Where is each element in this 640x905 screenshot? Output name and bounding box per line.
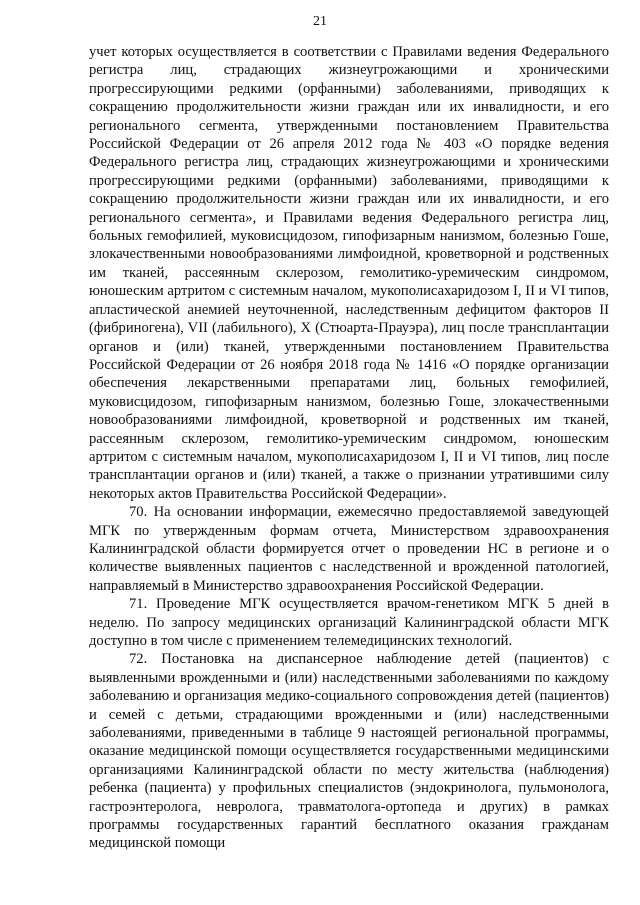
paragraph-item-70: 70. На основании информации, ежемесячно предоставляемой заведующей МГК по утвержденным формам отчета, Министерством здравоохранения Калининградской области формируется отчет о проведении НС в регионе и о количестве выявленных пациентов с наследственной и врожденной патологией, направляемый в Министерство здравоохранения Российской Федерации. [89,504,609,594]
paragraph-item-71: 71. Проведение МГК осуществляется врачом-генетиком МГК 5 дней в неделю. По запросу медицинских организаций Калининградской области МГК доступно в том числе с применением телемедицинских технологий. [89,596,609,649]
paragraph-item-72: 72. Постановка на диспансерное наблюдение детей (пациентов) с выявленными врожденными и (или) наследственными заболеваниями по каждому заболеванию и организация медико-социального сопровождения детей (пациентов) и семей с детьми, страдающими врожденными и (или) наследственными заболеваниями, приведенными в таблице 9 настоящей региональной программы, оказание медицинской помощи осуществляется государственными медицинскими организациями Калининградской области по месту жительства (наблюдения) ребенка (пациента) у профильных специалистов (эндокринолога, пульмонолога, гастроэнтеролога, невролога, травматолога-ортопеда и других) в рамках программы государственных гарантий бесплатного оказания гражданам медицинской помощи [89,651,609,852]
page-number: 21 [313,14,327,29]
paragraph-continuation: учет которых осуществляется в соответствии с Правилами ведения Федерального регистра лиц, страдающих жизнеугрожающими и хроническими прогрессирующими редкими (орфанными) заболеваниями, приводящих к сокращению продолжительности жизни граждан или их инвалидности, и его регионального сегмента, утвержденными постановлением Правительства Российской Федерации от 26 апреля 2012 года № 403 «О порядке ведения Федерального регистра лиц, страдающих жизнеугрожающими и хроническими прогрессирующими редкими (орфанными) заболеваниями, приводящими к сокращению продолжительности жизни граждан или их инвалидности, и его регионального сегмента», и Правилами ведения Федерального регистра лиц, больных гемофилией, муковисцидозом, гипофизарным нанизмом, болезнью Гоше, злокачественными новообразованиями лимфоидной, кроветворной и родственных им тканей, рассеянным склерозом, гемолитико-уремическим синдромом, юношеским артритом с системным началом, мукополисахаридозом I, II и VI типов, апластической анемией неуточненной, наследственным дефицитом факторов II (фибриногена), VII (лабильного), X (Стюарта-Прауэра), лиц после трансплантации органов и (или) тканей, утвержденными постановлением Правительства Российской Федерации от 26 ноября 2018 года № 1416 «О порядке организации обеспечения лекарственными препаратами лиц, больных гемофилией, муковисцидозом, гипофизарным нанизмом, болезнью Гоше, злокачественными новообразованиями лимфоидной, кроветворной и родственных им тканей, рассеянным склерозом, гемолитико-уремическим синдромом, юношеским артритом с системным началом, мукополисахаридозом I, II и VI типов, лиц после трансплантации органов и (или) тканей, а также о признании утратившими силу некоторых актов Правительства Российской Федерации». [89,44,609,502]
document-body [89,43,609,853]
